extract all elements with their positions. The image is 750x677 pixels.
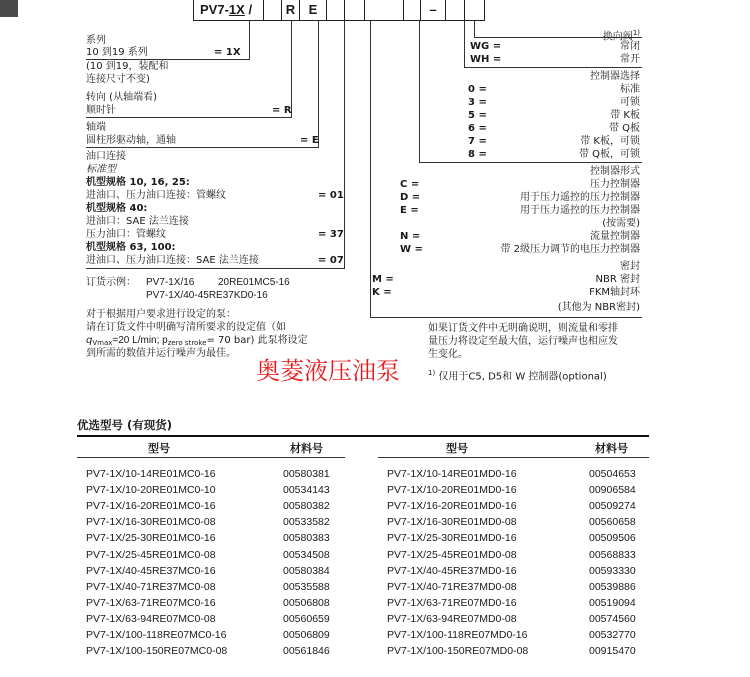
cell-material: 00560659 (283, 612, 330, 625)
series-note2: 连接尺寸不变) (86, 74, 150, 85)
form-2-code: E = (400, 205, 419, 216)
table-header-rule-left (77, 457, 345, 458)
form-2-text: 用于压力遥控的压力控制器 (520, 205, 640, 216)
code-dash: – (429, 2, 437, 17)
code-series: 1X (228, 2, 245, 17)
order-example-label: 订货示例： (86, 277, 136, 288)
cell-model: PV7-1X/16-20RE01MC0-16 (86, 500, 216, 513)
form-0-code: C = (400, 179, 420, 190)
sel-3-code: 6 = (468, 123, 487, 134)
cell-material: 00504653 (589, 468, 636, 480)
m-text: NBR 密封 (595, 274, 640, 285)
cell-model: PV7-1X/100-150RE07MD0-08 (387, 645, 529, 658)
cell-model: PV7-1X/40-45RE37MD0-16 (387, 564, 517, 577)
q-subscript: Vmax (92, 339, 113, 347)
right-note-line1: 如果订货文件中无明确说明，则流量和零排 (428, 323, 618, 334)
p-subscript: zero stroke (167, 339, 207, 347)
size3-title: 机型规格 63, 100: (86, 242, 176, 253)
valve-footnote-mark: 1) (632, 29, 640, 37)
ctrl-form-title: 控制器形式 (590, 166, 640, 177)
form-4-text: 流量控制器 (590, 231, 640, 242)
cell-material: 00519094 (589, 596, 636, 609)
cell-material: 00561846 (283, 645, 330, 658)
code-box-prefix (193, 0, 264, 21)
col-header-model-left: 型号 (148, 442, 170, 455)
cell-material: 00574560 (589, 612, 636, 625)
cell-material: 00580384 (283, 564, 330, 577)
connector-seal-h (370, 317, 642, 318)
form-4-code: N = (400, 231, 421, 242)
cell-model: PV7-1X/25-30RE01MC0-16 (86, 532, 216, 545)
sel-2-text: 带 K板 (610, 110, 640, 121)
cell-material: 00509274 (589, 500, 636, 513)
cell-model: PV7-1X/40-71RE37MC0-08 (86, 580, 216, 593)
cell-material: 00915470 (589, 645, 636, 658)
cell-material: 00580382 (283, 500, 330, 513)
connector-shaft-v (318, 21, 319, 147)
code-box-r (281, 0, 300, 21)
connector-rot-h (86, 117, 292, 118)
cell-material: 00509506 (589, 532, 636, 545)
cell-model: PV7-1X/25-30RE01MD0-16 (387, 532, 517, 545)
sel-5-code: 8 = (468, 149, 487, 160)
code-prefix: PV7- (200, 2, 229, 17)
connector-sel-h (464, 67, 642, 68)
size1-line: 进油口、压力油口连接：管螺纹 (86, 190, 226, 201)
cell-material: 00568833 (589, 548, 636, 561)
cell-model: PV7-1X/63-71RE07MC0-16 (86, 596, 216, 609)
shaft-title: 轴端 (86, 122, 106, 133)
size2-line1: 进油口：SAE 法兰连接 (86, 216, 189, 227)
form-1-code: D = (400, 192, 421, 203)
connector-series-v (249, 21, 250, 59)
p-value: = 70 bar) 此泵将设定 (206, 335, 308, 346)
size1-code: = 01 (318, 190, 344, 201)
series-title: 系列 (86, 35, 106, 46)
connector-port-v (344, 21, 345, 269)
code-box-blank5 (403, 0, 421, 21)
cell-model: PV7-1X/16-20RE01MD0-16 (387, 500, 517, 513)
cell-material: 00532770 (589, 629, 636, 641)
cell-model: PV7-1X/10-20RE01MC0-10 (86, 484, 216, 497)
rotation-title: 转向 (从轴端看) (86, 92, 157, 103)
series-code: = 1X (214, 47, 241, 58)
connector-port-h (86, 268, 345, 269)
m-code: M = (372, 274, 394, 285)
sel-1-text: 可锁 (620, 97, 640, 108)
cell-material: 00560658 (589, 516, 636, 529)
cell-model: PV7-1X/63-71RE07MD0-16 (387, 596, 517, 609)
page-corner-mark (0, 0, 18, 17)
size3-code: = 07 (318, 255, 344, 266)
table-header-rule-right (378, 457, 649, 458)
col-header-model-right: 型号 (446, 442, 468, 455)
seal-title: 密封 (620, 261, 640, 272)
watermark-text: 奥菱液压油泵 (256, 357, 400, 385)
seal-note: (其他为 NBR密封) (557, 302, 640, 313)
order-example-1b: 20RE01MC5-16 (218, 277, 290, 288)
connector-form-h (419, 162, 642, 163)
connector-sel-v (464, 21, 465, 68)
sel-4-code: 7 = (468, 136, 487, 147)
form-1-text: 用于压力遥控的压力控制器 (520, 192, 640, 203)
cell-model: PV7-1X/63-94RE07MD0-08 (387, 612, 517, 625)
size3-line: 进油口、压力油口连接：SAE 法兰连接 (86, 255, 259, 266)
form-5-text: 带 2级压力调节的电压力控制器 (500, 244, 640, 255)
code-e: E (308, 2, 318, 17)
cell-model: PV7-1X/25-45RE01MD0-08 (387, 548, 517, 561)
code-box-blank1 (263, 0, 282, 21)
connector-form-v (419, 21, 420, 163)
col-header-material-right: 材料号 (595, 442, 628, 455)
wg-code: WG = (470, 41, 502, 52)
footnote-mark: 1) (428, 369, 436, 377)
code-box-blank2 (326, 0, 345, 21)
code-box-e (299, 0, 327, 21)
wh-code: WH = (470, 54, 502, 65)
cell-material: 00906584 (589, 484, 636, 497)
cell-model: PV7-1X/100-150RE07MC0-08 (86, 645, 228, 658)
wg-text: 常闭 (620, 41, 640, 52)
size2-code: = 37 (318, 229, 344, 240)
cell-material: 00580381 (283, 468, 330, 480)
shaft-line: 圆柱形驱动轴，通轴 (86, 135, 176, 146)
size2-title: 机型规格 40: (86, 203, 148, 214)
right-note-line2: 量压力将设定至最大值，运行噪声也相应发 (428, 336, 618, 347)
col-header-material-left: 材料号 (290, 442, 323, 455)
cell-material: 00506808 (283, 596, 330, 609)
size1-title: 机型规格 10, 16, 25: (86, 177, 190, 188)
table-title: 优选型号 (有现货) (77, 418, 173, 432)
shaft-code: = E (300, 135, 319, 146)
cell-model: PV7-1X/63-94RE07MC0-08 (86, 612, 216, 625)
code-box-blank4 (364, 0, 404, 21)
q-symbol: q (86, 335, 93, 346)
cell-material: 00534143 (283, 484, 330, 497)
cell-model: PV7-1X/16-30RE01MC0-08 (86, 516, 216, 529)
form-0-text: 压力控制器 (590, 179, 640, 190)
code-box-blank6 (445, 0, 465, 21)
ctrl-sel-title: 控制器选择 (590, 71, 640, 82)
code-slash: / (248, 2, 253, 17)
rotation-code: = R (272, 105, 292, 116)
cell-model: PV7-1X/25-45RE01MC0-08 (86, 548, 216, 561)
settings-note-line1: 对于根据用户要求进行设定的泵： (86, 309, 236, 320)
sel-5-text: 带 Q板，可锁 (578, 149, 640, 160)
k-code: K = (372, 287, 392, 298)
cell-model: PV7-1X/40-45RE37MC0-16 (86, 564, 216, 577)
valve-title-text: 换向阀 (602, 31, 633, 43)
order-example-2: PV7-1X/40-45RE37KD0-16 (146, 290, 268, 301)
code-r: R (285, 2, 296, 17)
cell-model: PV7-1X/40-71RE37MD0-08 (387, 580, 517, 593)
connector-seal-v (370, 21, 371, 318)
cell-model: PV7-1X/100-118RE07MC0-16 (86, 629, 227, 641)
sel-2-code: 5 = (468, 110, 487, 121)
right-note-line3: 生变化。 (428, 349, 468, 360)
cell-model: PV7-1X/10-14RE01MD0-16 (387, 468, 517, 480)
code-box-dash (420, 0, 446, 21)
order-example-1a: PV7-1X/16 (146, 277, 195, 288)
code-box-blank3 (344, 0, 365, 21)
sel-3-text: 带 Q板 (608, 123, 640, 134)
size2-line2: 压力油口：管螺纹 (86, 229, 166, 240)
q-value: =20 L/min; p (112, 335, 168, 346)
series-note1: (10 到19，装配和 (86, 61, 169, 72)
settings-note-line4: 到所需的数值并运行噪声为最佳。 (86, 348, 236, 359)
port-type: 标准型 (86, 164, 116, 175)
wh-text: 常开 (620, 54, 640, 65)
cell-material: 00535588 (283, 580, 330, 593)
settings-note-line2: 请在订货文件中明确写清所要求的设定值（如 (86, 322, 286, 333)
k-text: FKM轴封环 (589, 287, 640, 298)
cell-material: 00533582 (283, 516, 330, 529)
code-box-blank7 (464, 0, 485, 21)
footnote (428, 367, 607, 383)
sel-4-text: 带 K板，可锁 (580, 136, 640, 147)
sel-0-code: 0 = (468, 84, 487, 95)
cell-material: 00580383 (283, 532, 330, 545)
port-title: 油口连接 (86, 151, 126, 162)
cell-material: 00593330 (589, 564, 636, 577)
sel-0-text: 标准 (620, 84, 640, 95)
cell-model: PV7-1X/10-14RE01MC0-16 (86, 468, 216, 480)
footnote-text: 仅用于C5, D5和 W 控制器(optional) (438, 371, 607, 383)
connector-shaft-h (86, 147, 319, 148)
connector-valve-v (474, 21, 475, 37)
cell-model: PV7-1X/100-118RE07MD0-16 (387, 629, 528, 641)
cell-material: 00534508 (283, 548, 330, 561)
form-3-text: (按需要) (602, 218, 640, 229)
cell-material: 00539886 (589, 580, 636, 593)
form-5-code: W = (400, 244, 423, 255)
connector-rot-v (291, 21, 292, 117)
series-line: 10 到19 系列 (86, 47, 148, 58)
table-top-rule (77, 435, 649, 437)
cell-material: 00506809 (283, 629, 330, 641)
cell-model: PV7-1X/10-20RE01MD0-16 (387, 484, 517, 497)
rotation-line: 顺时针 (86, 105, 116, 116)
cell-model: PV7-1X/16-30RE01MD0-08 (387, 516, 517, 529)
sel-1-code: 3 = (468, 97, 487, 108)
